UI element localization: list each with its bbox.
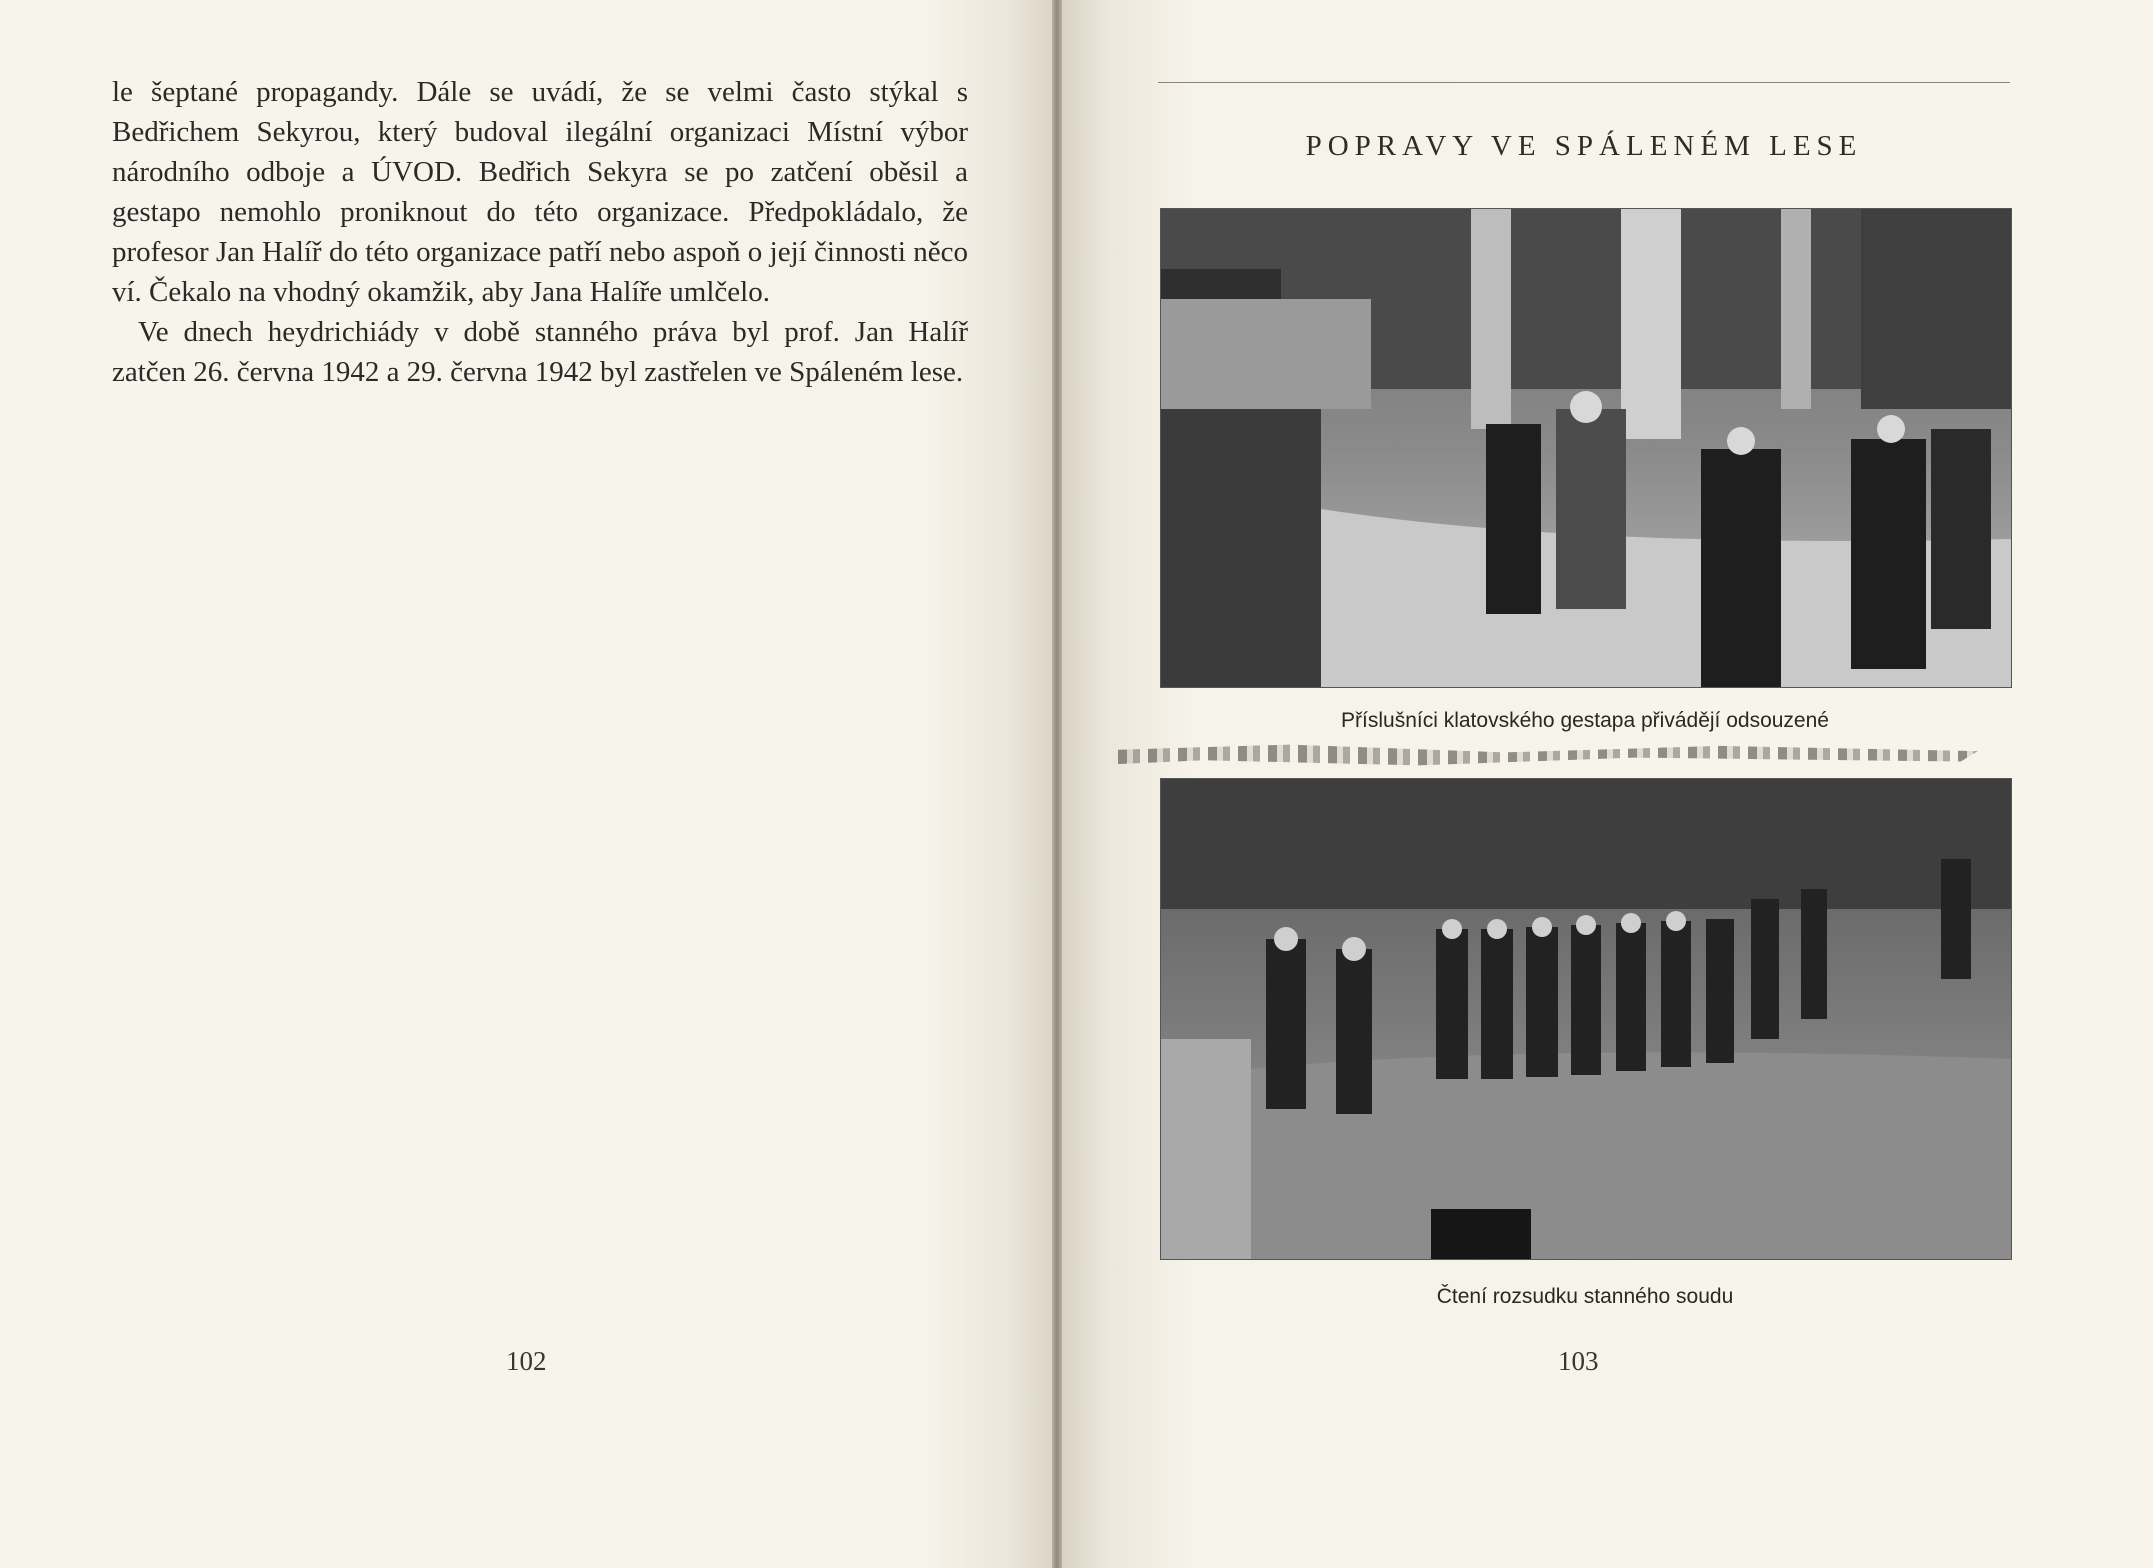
left-page xyxy=(0,0,1052,1568)
photo-gestapo-escort xyxy=(1160,208,2012,688)
page-number-right: 103 xyxy=(1558,1346,1599,1376)
paragraph-1: le šeptané propagandy. Dále se uvádí, že se velmi často stýkal s Bedřichem Sekyrou, který budoval ilegální organizaci Místní výbor národního odboje a ÚVOD. Bedřich Sekyra se po zatčení oběsil a gestapo nemohlo proniknout do této organizace. Předpokládalo, že profesor Jan Halíř do této organizace patří nebo aspoň o její činnosti něco ví. Čekalo na vhodný okamžik, aby Jana Halíře umlčelo. xyxy=(112,76,968,308)
page-number-left: 102 xyxy=(506,1346,547,1376)
paragraph-2: Ve dnech heydrichiády v době stanného práva byl prof. Jan Halíř zatčen 26. června 1942 a 29. června 1942 byl zastřelen ve Spáleném lese. xyxy=(112,316,968,388)
body-text xyxy=(112,72,968,392)
book-gutter xyxy=(1052,0,1062,1568)
header-rule xyxy=(1158,82,2010,83)
chapter-title: POPRAVY VE SPÁLENÉM LESE xyxy=(1305,130,1863,162)
photo-verdict-reading xyxy=(1160,778,2012,1260)
photo-caption-1: Příslušníci klatovského gestapa přivádějí odsouzené xyxy=(1341,709,1829,732)
photo-caption-2: Čtení rozsudku stanného soudu xyxy=(1436,1285,1734,1308)
